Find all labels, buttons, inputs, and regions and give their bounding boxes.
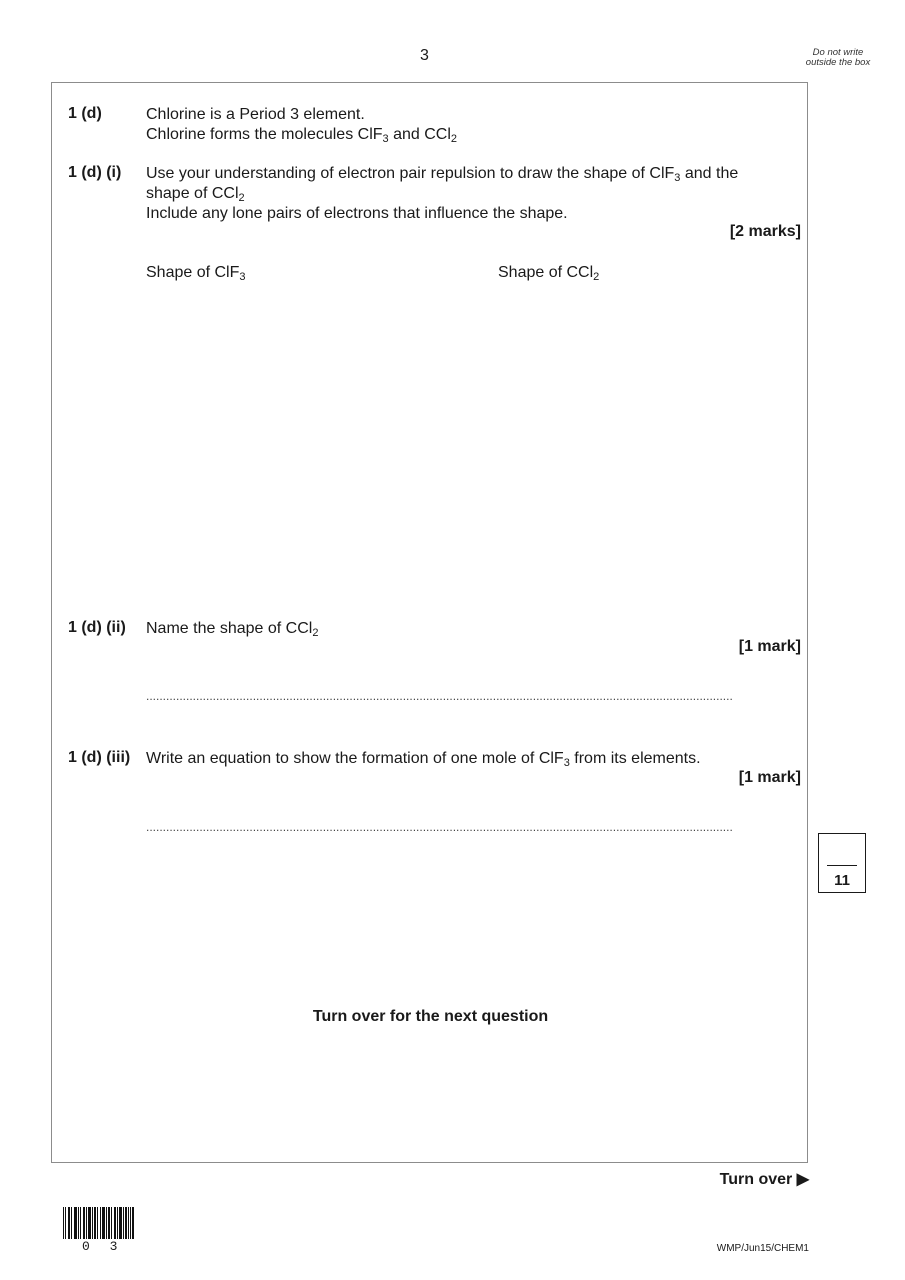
q1diii-text: Write an equation to show the formation of one mole of ClF$_3$ from its elements. <box>146 750 701 769</box>
q1di-line2: shape of CCl$_2$ <box>146 185 245 204</box>
shape-label-ccl2: Shape of CCl$_2$ <box>498 264 600 283</box>
q1dii-answer-line[interactable]: ................................................................................................................................................................................ <box>146 689 733 703</box>
q1di-marks: [2 marks] <box>729 223 801 240</box>
barcode-number: 0 3 <box>82 1239 124 1254</box>
paper-code: WMP/Jun15/CHEM1 <box>716 1243 809 1254</box>
q1diii-marks: [1 mark] <box>738 769 801 786</box>
shape-label-clf3: Shape of ClF$_3$ <box>146 264 246 283</box>
question-number-1di: 1 (d) (i) <box>68 164 122 181</box>
q1di-line1: Use your understanding of electron pair repulsion to draw the shape of ClF$_3$ and the <box>146 165 739 184</box>
q1di-line3: Include any lone pairs of electrons that influence the shape. <box>146 205 568 222</box>
barcode-icon <box>63 1207 135 1239</box>
q1d-line2: Chlorine forms the molecules ClF$_3$ and CCl$_2$ <box>146 126 458 145</box>
turn-over-label: Turn over ▶ <box>719 1171 809 1188</box>
q1diii-answer-line[interactable]: ................................................................................................................................................................................ <box>146 820 733 834</box>
q1dii-marks: [1 mark] <box>738 638 801 655</box>
turn-over-next-question: Turn over for the next question <box>312 1008 549 1025</box>
page-total-box <box>818 833 866 893</box>
question-number-1dii: 1 (d) (ii) <box>68 619 126 636</box>
page-total-value: 11 <box>834 872 850 889</box>
q1d-line1: Chlorine is a Period 3 element. <box>146 106 365 123</box>
page-number: 3 <box>420 47 429 64</box>
total-divider <box>827 865 857 866</box>
question-number-1d: 1 (d) <box>68 105 102 122</box>
margin-note: Do not write outside the box <box>805 47 871 68</box>
question-number-1diii: 1 (d) (iii) <box>68 749 131 766</box>
q1dii-text: Name the shape of CCl$_2$ <box>146 620 319 639</box>
